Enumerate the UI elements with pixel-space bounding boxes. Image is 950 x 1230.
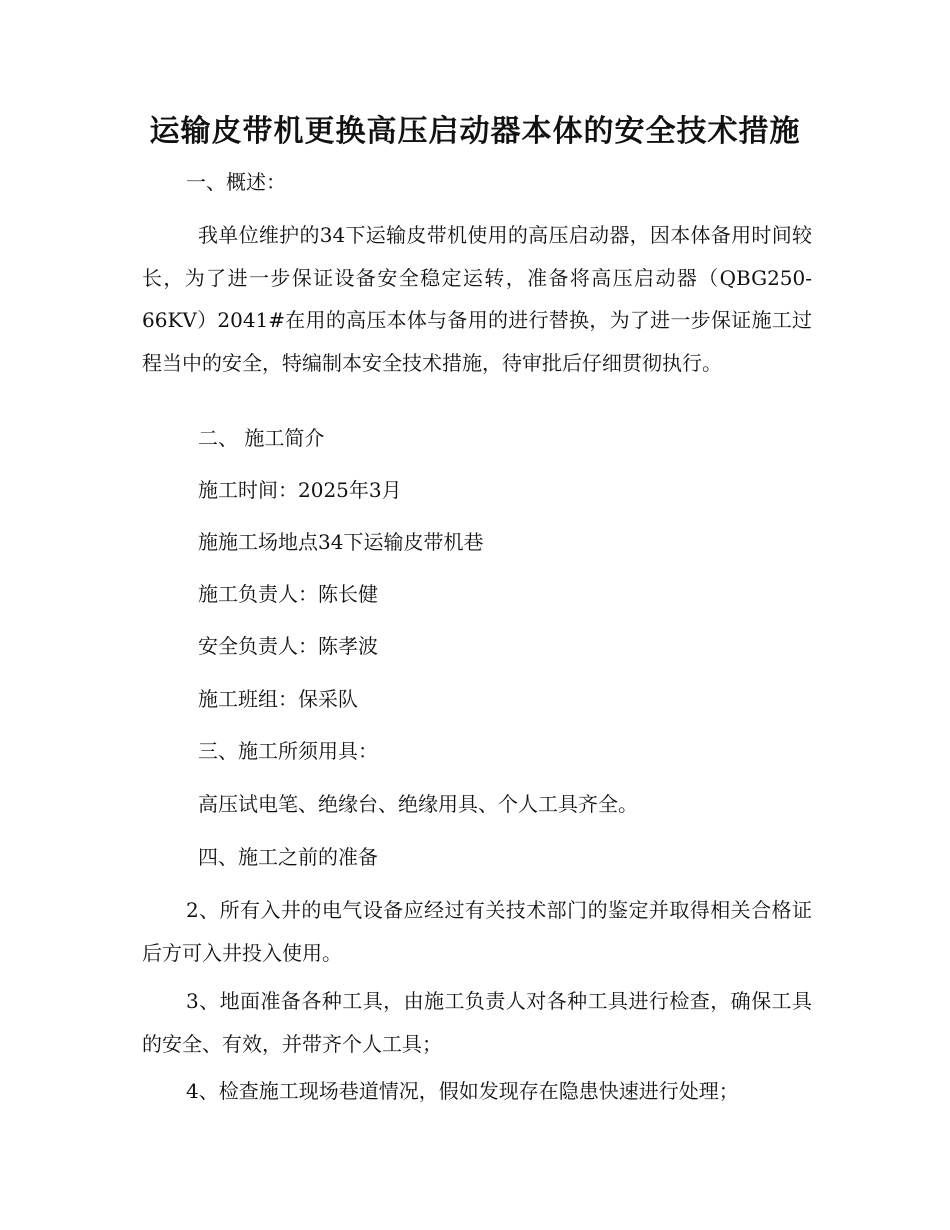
section3-heading: 三、施工所须用具：	[198, 739, 378, 763]
section2-heading: 二、 施工简介	[198, 426, 325, 450]
item-2: 2、所有入井的电气设备应经过有关技术部门的鉴定并取得相关合格证后方可入井投入使用。	[142, 898, 812, 965]
construction-leader: 施工负责人：陈长健	[198, 582, 378, 606]
document-title: 运输皮带机更换高压启动器本体的安全技术措施	[149, 114, 801, 149]
construction-time: 施工时间：2025年3月	[198, 478, 402, 502]
section1-heading: 一、概述：	[186, 170, 286, 194]
item-3: 3、地面准备各种工具，由施工负责人对各种工具进行检查，确保工具的安全、有效，并带齐个人工具；	[142, 989, 812, 1056]
safety-leader: 安全负责人：陈孝波	[198, 634, 378, 658]
construction-team: 施工班组：保采队	[198, 687, 358, 711]
tools-list: 高压试电笔、绝缘台、绝缘用具、个人工具齐全。	[198, 792, 638, 816]
item-4: 4、检查施工现场巷道情况，假如发现存在隐患快速进行处理；	[186, 1079, 739, 1103]
section4-heading: 四、施工之前的准备	[198, 845, 378, 869]
section1-body: 我单位维护的34下运输皮带机使用的高压启动器，因本体备用时间较长，为了进一步保证设备安全稳定运转，准备将高压启动器（QBG250-66KV）2041#在用的高压本体与备用的进行替换，为了进一步保证施工过程当中的安全，特编制本安全技术措施，待审批后仔细贯彻执行。	[142, 223, 812, 375]
construction-site: 施施工场地点34下运输皮带机巷	[198, 530, 484, 554]
